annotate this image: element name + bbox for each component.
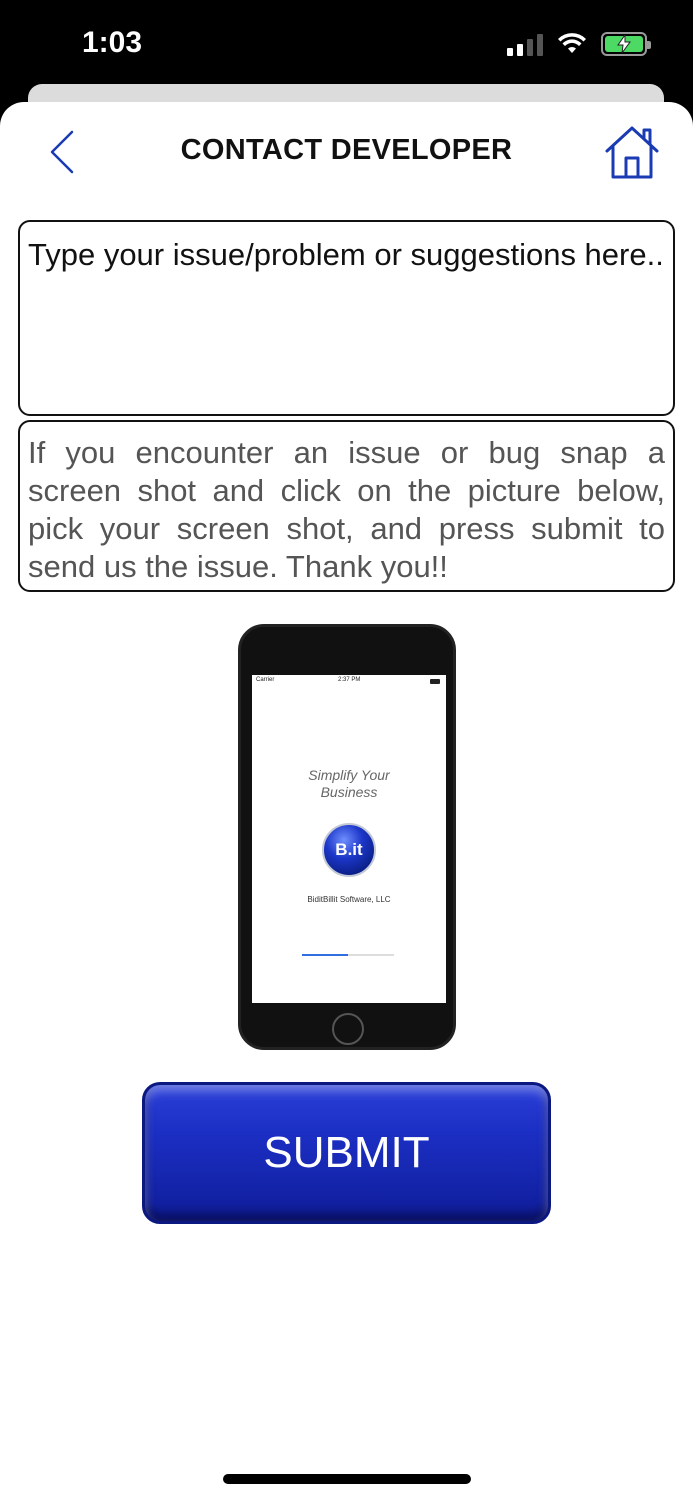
- status-time: 1:03: [82, 26, 143, 59]
- preview-company: BiditBillit Software, LLC: [307, 895, 391, 904]
- contact-sheet: [0, 102, 693, 1500]
- preview-time: 2:37 PM: [338, 677, 361, 683]
- home-indicator: [223, 1474, 471, 1484]
- cellular-signal-icon: [507, 32, 543, 56]
- preview-carrier: Carrier: [256, 677, 275, 683]
- preview-logo: B.it: [322, 823, 376, 877]
- page-title: CONTACT DEVELOPER: [180, 134, 513, 166]
- phone-frame: [238, 624, 456, 1050]
- preview-progress-bar: [302, 954, 394, 956]
- battery-charging-icon: [601, 32, 647, 56]
- submit-button[interactable]: SUBMIT: [142, 1082, 551, 1224]
- status-bar: [0, 0, 693, 92]
- preview-progress-fill: [302, 954, 348, 956]
- wifi-icon: [557, 33, 587, 55]
- issue-text-input[interactable]: Type your issue/problem or suggestions here..: [18, 220, 675, 416]
- phone-home-button-icon: [332, 1013, 364, 1045]
- screenshot-preview: [252, 675, 446, 1003]
- preview-battery-icon: [430, 679, 440, 684]
- status-icons: [507, 32, 647, 56]
- home-button[interactable]: [604, 124, 660, 180]
- screenshot-picker[interactable]: [238, 622, 456, 1050]
- preview-tagline: Simplify Your Business: [308, 767, 390, 800]
- house-icon: [604, 124, 660, 180]
- instructions-text: If you encounter an issue or bug snap a screen shot and click on the picture below, pick your screen shot, and press submit to send us the issue. Thank you!!: [18, 420, 675, 592]
